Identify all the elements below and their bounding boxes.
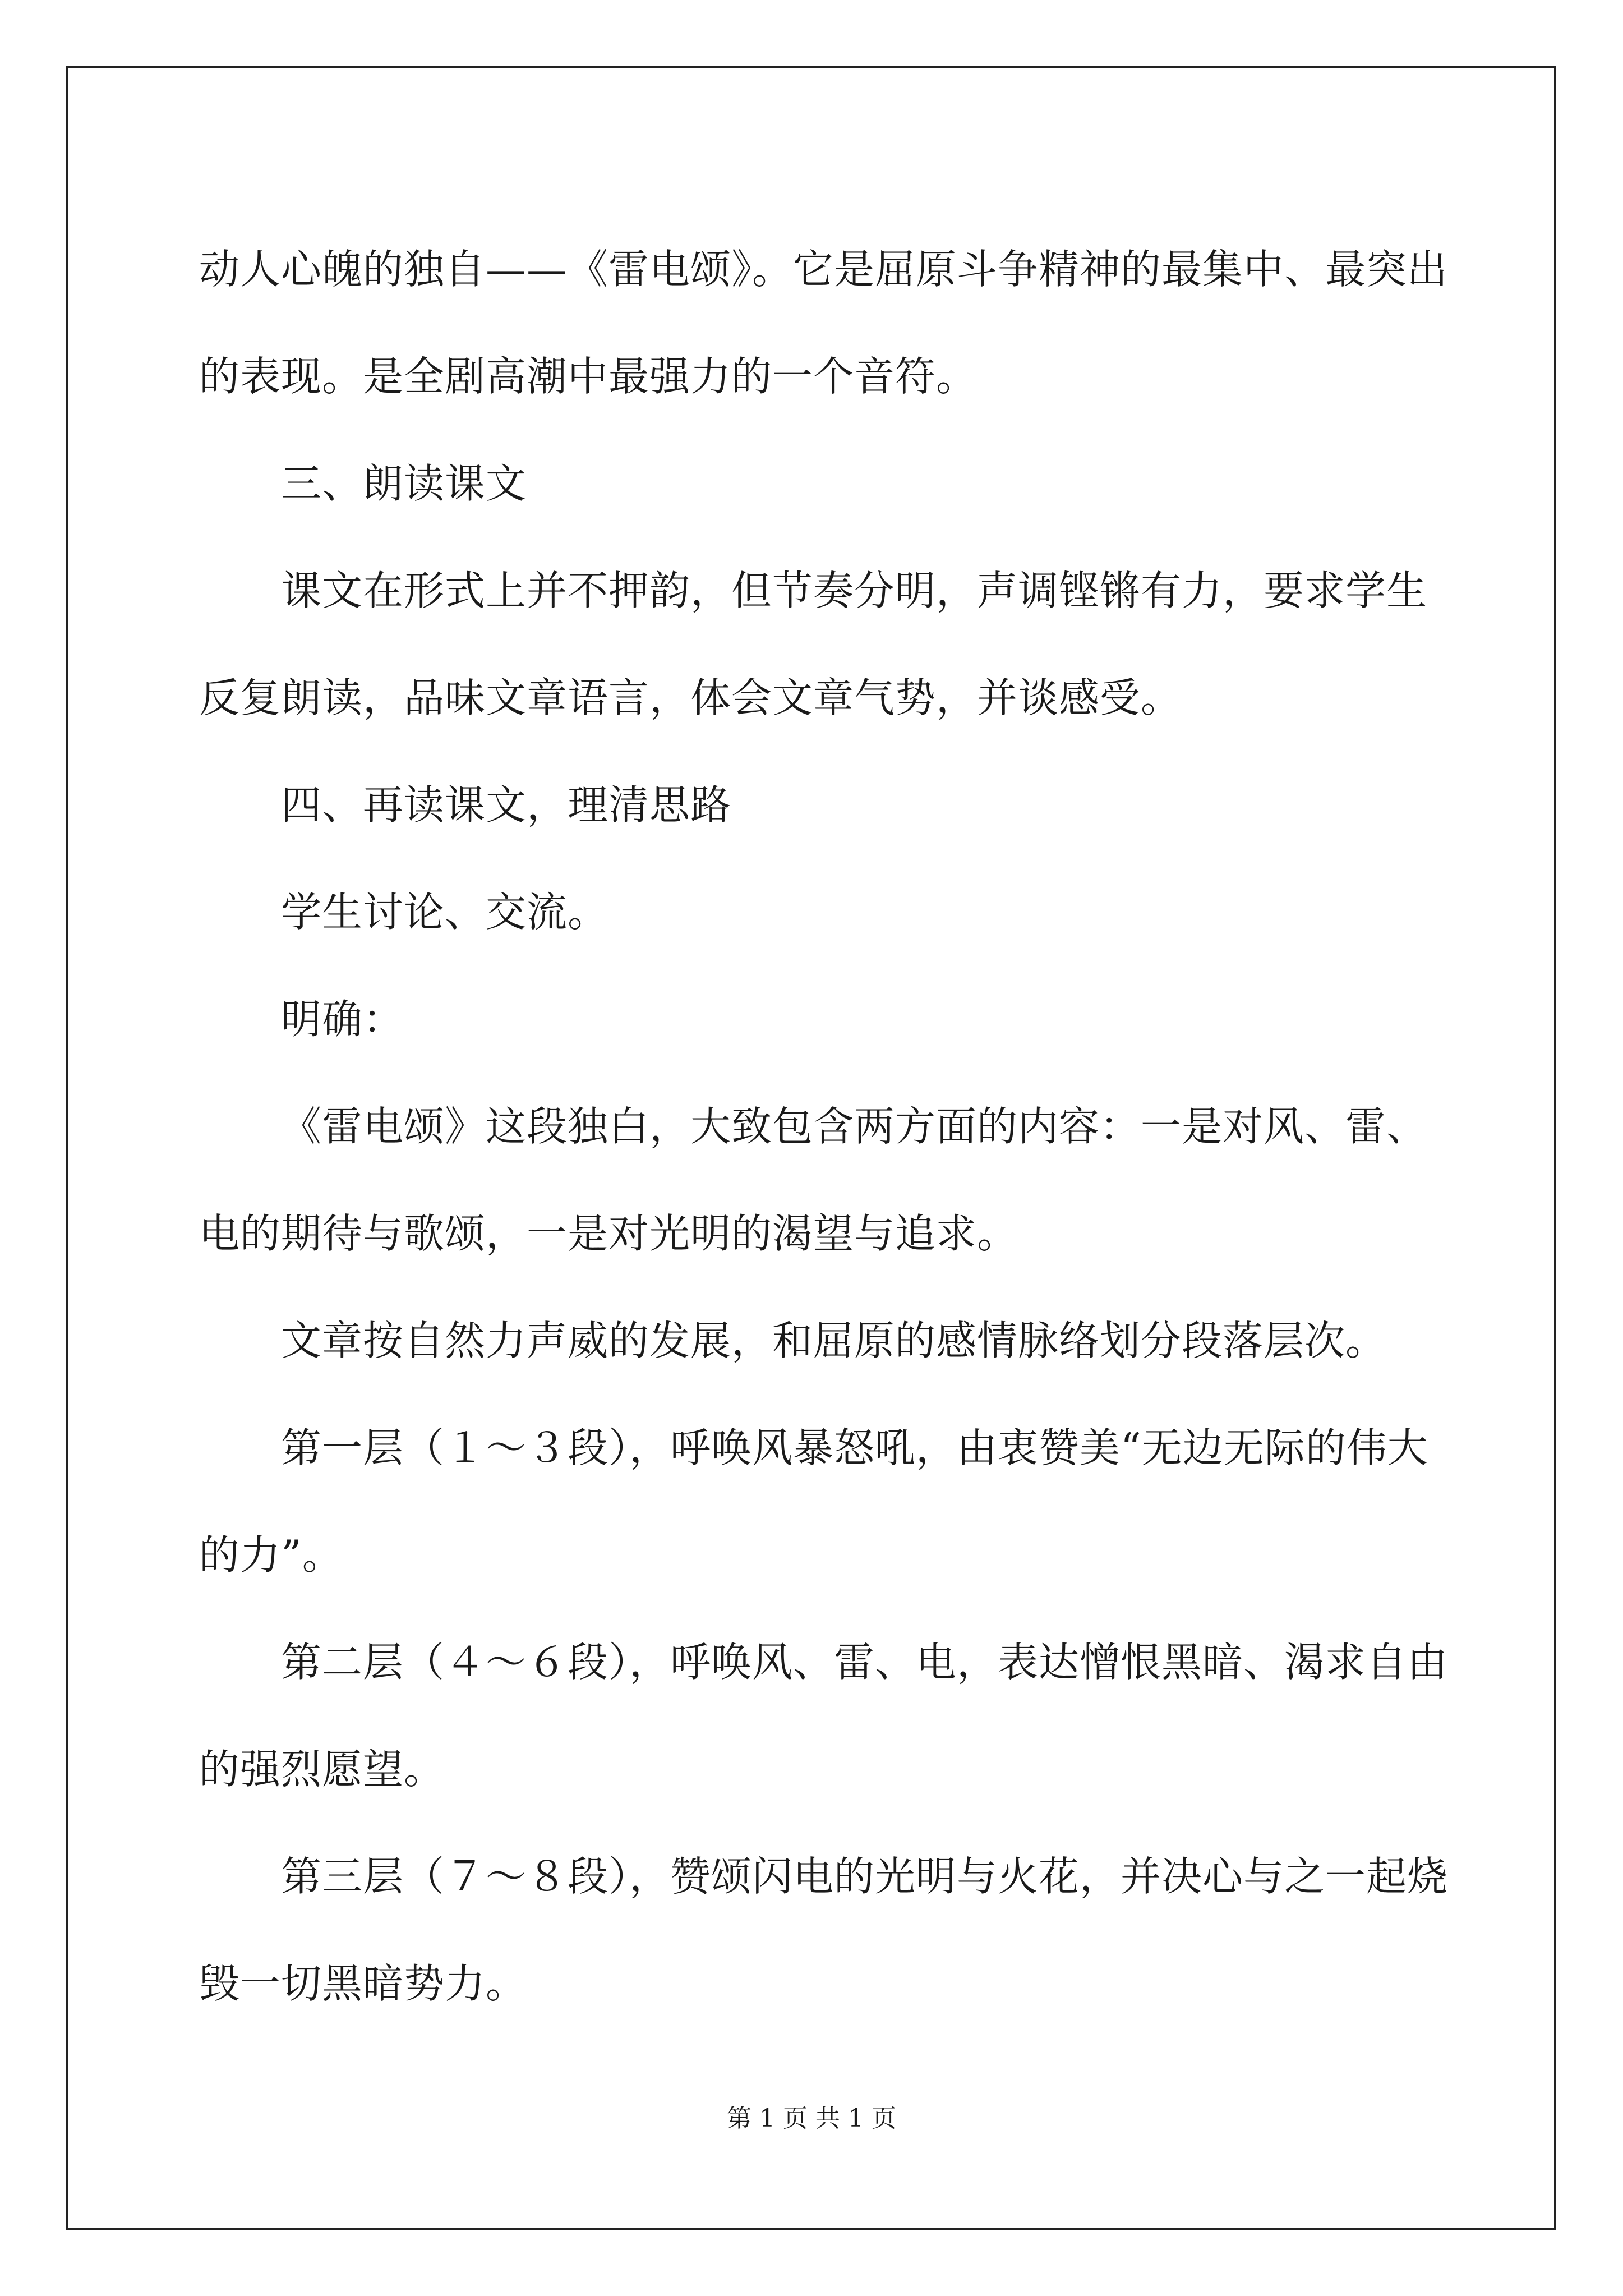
body-line: 的力”。 xyxy=(199,1531,343,1579)
section-heading: 三、朗读课文 xyxy=(281,460,527,507)
body-line: 反复朗读，品味文章语言，体会文章气势，并谈感受。 xyxy=(199,674,1182,721)
body-line: 《雷电颂》这段独白，大致包含两方面的内容：一是对风、雷、 xyxy=(281,1103,1428,1150)
section-heading: 四、再读课文，理清思路 xyxy=(281,781,732,829)
body-line: 课文在形式上并不押韵，但节奏分明，声调铿锵有力，要求学生 xyxy=(281,567,1428,614)
body-line: 文章按自然力声威的发展，和屈原的感情脉络划分段落层次。 xyxy=(281,1317,1387,1364)
body-line: 动人心魄的独自——《雷电颂》。它是屈原斗争精神的最集中、最突出 xyxy=(199,246,1449,293)
body-line: 毁一切黑暗势力。 xyxy=(199,1960,527,2007)
page-footer: 第 1 页 共 1 页 xyxy=(727,2104,896,2133)
body-line: 学生讨论、交流。 xyxy=(281,889,609,936)
document-body xyxy=(199,216,1449,2037)
body-line: 电的期待与歌颂，一是对光明的渴望与追求。 xyxy=(199,1210,1018,1257)
body-line: 第三层（７～８段），赞颂闪电的光明与火花，并决心与之一起烧 xyxy=(281,1853,1449,1900)
body-line: 明确： xyxy=(281,996,404,1043)
body-line: 的强烈愿望。 xyxy=(199,1746,445,1793)
body-line: 第二层（４～６段），呼唤风、雷、电，表达憎恨黑暗、渴求自由 xyxy=(281,1639,1449,1686)
body-line: 的表现。是全剧高潮中最强力的一个音符。 xyxy=(199,353,978,400)
body-line: 第一层（１～３段），呼唤风暴怒吼，由衷赞美“无边无际的伟大 xyxy=(281,1424,1428,1471)
